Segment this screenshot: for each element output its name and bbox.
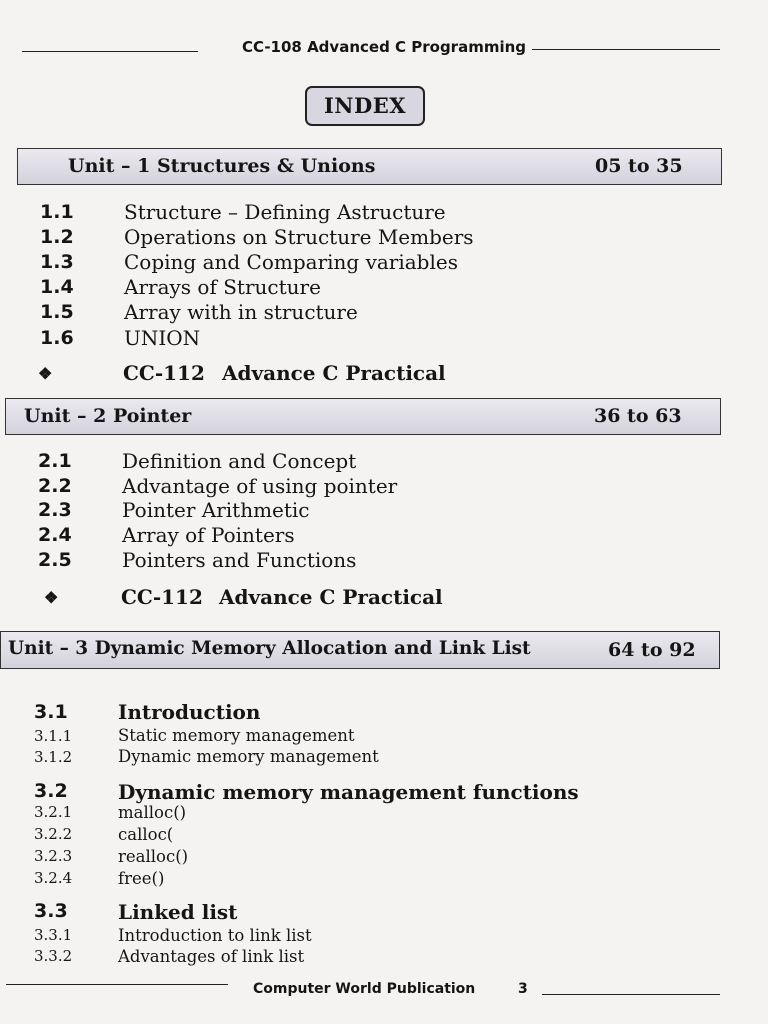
subsection-text: realloc() bbox=[118, 847, 189, 866]
unit-3-range: 64 to 92 bbox=[608, 639, 696, 661]
subsection-num: 3.1.1 bbox=[34, 727, 73, 745]
subsection-text: free() bbox=[118, 869, 165, 888]
section-title: Dynamic memory management functions bbox=[118, 780, 579, 804]
unit-1-item-text: Structure – Defining Astructure bbox=[124, 200, 446, 224]
footer-rule-left bbox=[6, 984, 228, 985]
unit-2-practical-code: CC-112 bbox=[121, 585, 203, 609]
unit-2-item-text: Pointers and Functions bbox=[122, 548, 357, 572]
unit-1-title: Unit – 1 Structures & Unions bbox=[68, 155, 376, 177]
header-title: CC-108 Advanced C Programming bbox=[241, 38, 527, 56]
unit-1-item-num: 1.5 bbox=[40, 301, 74, 323]
unit-2-band bbox=[5, 398, 721, 435]
unit-2-range: 36 to 63 bbox=[594, 405, 682, 427]
section-num: 3.1 bbox=[34, 701, 68, 723]
subsection-text: Advantages of link list bbox=[118, 947, 305, 966]
unit-2-item-text: Definition and Concept bbox=[122, 449, 357, 473]
unit-2-item-text: Array of Pointers bbox=[122, 523, 295, 547]
unit-2-item-num: 2.2 bbox=[38, 475, 72, 497]
unit-1-item-text: Coping and Comparing variables bbox=[124, 250, 458, 274]
subsection-num: 3.2.4 bbox=[34, 869, 73, 887]
unit-1-item-text: Operations on Structure Members bbox=[124, 225, 474, 249]
unit-1-band bbox=[17, 148, 722, 185]
page-number: 3 bbox=[518, 981, 528, 997]
unit-1-item-text: UNION bbox=[124, 326, 201, 350]
unit-2-item-num: 2.5 bbox=[38, 549, 72, 571]
section-num: 3.2 bbox=[34, 780, 68, 802]
unit-1-item-num: 1.3 bbox=[40, 251, 74, 273]
section-title: Introduction bbox=[118, 700, 261, 724]
unit-2-item-text: Pointer Arithmetic bbox=[122, 498, 310, 522]
unit-3-band bbox=[0, 631, 720, 669]
subsection-num: 3.2.3 bbox=[34, 847, 73, 865]
subsection-num: 3.2.1 bbox=[34, 803, 73, 821]
subsection-text: calloc( bbox=[118, 825, 174, 844]
section-title: Linked list bbox=[118, 900, 238, 924]
index-heading: INDEX bbox=[305, 86, 425, 126]
unit-1-practical-code: CC-112 bbox=[123, 361, 205, 385]
unit-1-practical-title: Advance C Practical bbox=[222, 361, 446, 385]
unit-2-item-text: Advantage of using pointer bbox=[122, 474, 398, 498]
footer-rule-right bbox=[542, 994, 720, 995]
subsection-num: 3.3.2 bbox=[34, 947, 73, 965]
unit-1-item-num: 1.4 bbox=[40, 276, 74, 298]
subsection-num: 3.2.2 bbox=[34, 825, 73, 843]
unit-1-item-text: Array with in structure bbox=[124, 300, 358, 324]
subsection-num: 3.1.2 bbox=[34, 748, 73, 766]
subsection-text: Dynamic memory management bbox=[118, 747, 379, 766]
unit-2-item-num: 2.3 bbox=[38, 499, 72, 521]
diamond-bullet-icon: ❖ bbox=[38, 364, 53, 383]
unit-2-practical-title: Advance C Practical bbox=[219, 585, 443, 609]
unit-1-item-num: 1.6 bbox=[40, 327, 74, 349]
diamond-bullet-icon: ❖ bbox=[44, 588, 59, 607]
subsection-num: 3.3.1 bbox=[34, 926, 73, 944]
unit-1-item-num: 1.2 bbox=[40, 226, 74, 248]
unit-1-range: 05 to 35 bbox=[595, 155, 683, 177]
unit-1-item-num: 1.1 bbox=[40, 201, 74, 223]
section-num: 3.3 bbox=[34, 900, 68, 922]
header-rule-right bbox=[532, 49, 720, 50]
subsection-text: Introduction to link list bbox=[118, 926, 312, 945]
unit-3-title: Unit – 3 Dynamic Memory Allocation and Link List bbox=[8, 638, 531, 659]
unit-2-item-num: 2.4 bbox=[38, 524, 72, 546]
subsection-text: malloc() bbox=[118, 803, 187, 822]
footer-publisher: Computer World Publication bbox=[253, 981, 476, 997]
unit-1-item-text: Arrays of Structure bbox=[124, 275, 321, 299]
subsection-text: Static memory management bbox=[118, 726, 355, 745]
unit-2-item-num: 2.1 bbox=[38, 450, 72, 472]
unit-2-title: Unit – 2 Pointer bbox=[24, 405, 192, 427]
